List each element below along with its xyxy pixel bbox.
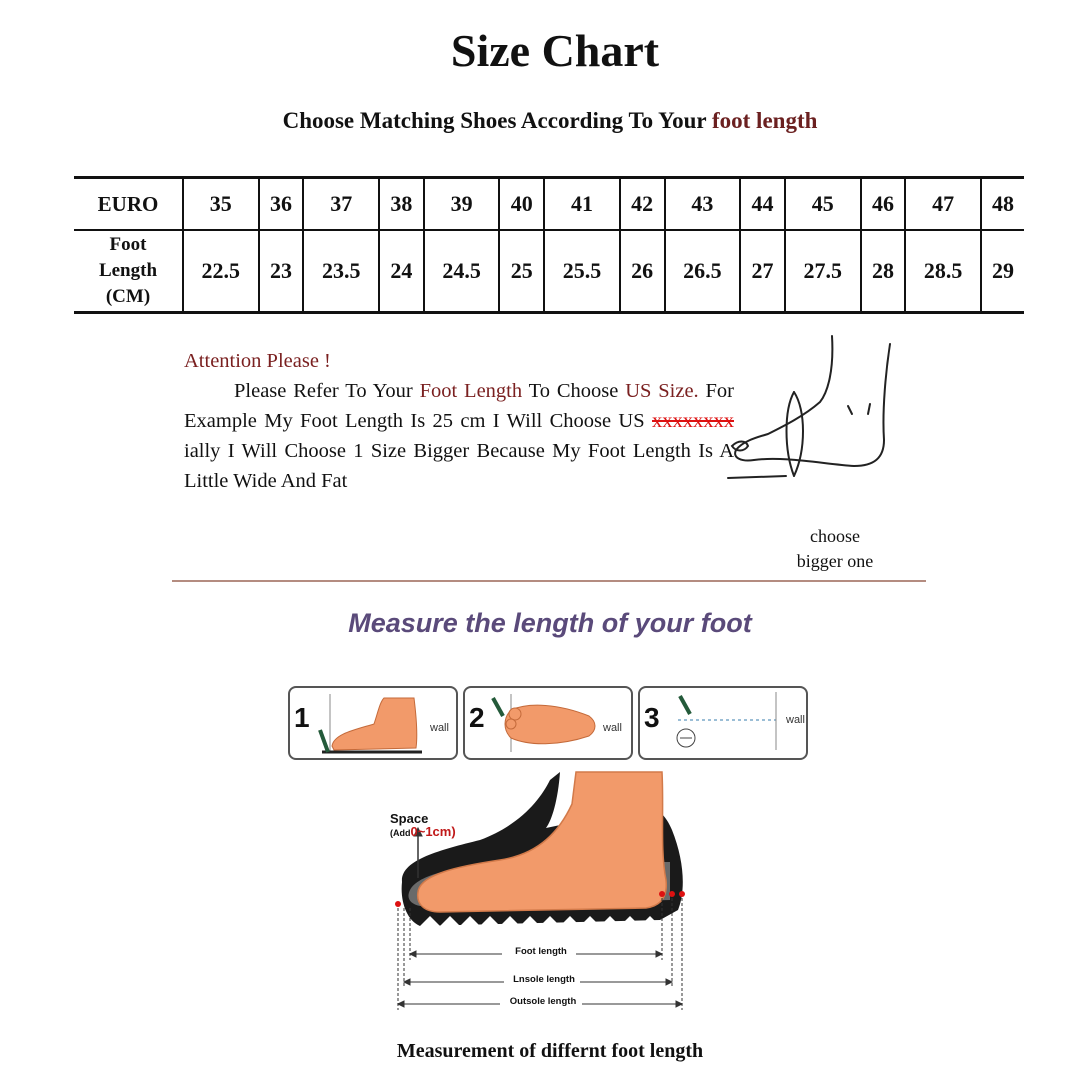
euro-size-cell: 39 — [424, 178, 500, 231]
step-2-foot-illustration — [489, 694, 601, 754]
attention-text-3: ially I Will Choose 1 Size Bigger Because My Foot Length Is A Little Wide And Fat — [184, 440, 734, 492]
foot-length-cell: 26.5 — [665, 230, 741, 313]
attention-strikethrough: xxxxxxxx — [652, 410, 734, 432]
attention-note — [184, 346, 734, 496]
foot-length-cell: 29 — [981, 230, 1024, 313]
foot-length-cell: 25.5 — [544, 230, 620, 313]
foot-length-cell: 23.5 — [303, 230, 379, 313]
foot-length-row — [74, 230, 1024, 313]
space-add-label: (Add — [390, 828, 411, 838]
foot-length-cell: 27 — [740, 230, 785, 313]
foot-length-cell: 28.5 — [905, 230, 981, 313]
insole-length-dimension-label: Lnsole length — [513, 974, 575, 985]
foot-length-dimension-label: Foot length — [515, 946, 567, 957]
euro-size-cell: 40 — [499, 178, 544, 231]
attention-text-1b: To Choose — [528, 380, 619, 402]
choose-line2: bigger one — [796, 551, 874, 571]
foot-length-cell: 23 — [259, 230, 304, 313]
euro-size-cell: 46 — [861, 178, 906, 231]
page-title: Size Chart — [450, 25, 660, 76]
foot-ring-sketch — [724, 330, 904, 490]
euro-size-cell: 38 — [379, 178, 424, 231]
step-1-number: 1 — [294, 702, 310, 733]
attention-text-2: For Example My Foot Length Is 25 cm I Will Choose US — [184, 380, 735, 432]
attention-foot-length: Foot Length — [419, 380, 523, 402]
foot-length-cell: 28 — [861, 230, 906, 313]
subtitle — [0, 108, 1080, 134]
space-label — [390, 812, 456, 840]
euro-row — [74, 178, 1024, 231]
step-3-wall-label: wall — [786, 714, 805, 726]
space-range: 0~1cm) — [410, 824, 456, 839]
foot-length-cell: 26 — [620, 230, 665, 313]
euro-size-cell: 42 — [620, 178, 665, 231]
choose-bigger-note — [780, 524, 890, 574]
step-3-number: 3 — [644, 702, 660, 733]
subtitle-text: Choose Matching Shoes According To Your — [282, 108, 707, 133]
foot-label-line1: Foot — [109, 234, 147, 255]
euro-size-cell: 37 — [303, 178, 379, 231]
euro-size-cell: 48 — [981, 178, 1024, 231]
foot-label-line3: (CM) — [105, 286, 151, 307]
attention-text-1: Please Refer To Your — [234, 380, 413, 402]
euro-size-cell: 41 — [544, 178, 620, 231]
attention-us-size: US Size. — [625, 380, 699, 402]
foot-length-cell: 25 — [499, 230, 544, 313]
measure-heading: Measure the length of your foot — [348, 608, 752, 638]
euro-size-cell: 44 — [740, 178, 785, 231]
step-2-wall-label: wall — [603, 722, 622, 734]
step-1-wall-label: wall — [430, 722, 449, 734]
euro-size-cell: 36 — [259, 178, 304, 231]
diagram-caption: Measurement of differnt foot length — [396, 1040, 704, 1062]
euro-size-cell: 43 — [665, 178, 741, 231]
step-2-panel — [463, 686, 633, 760]
step-2-number: 2 — [469, 702, 485, 733]
foot-length-cell: 27.5 — [785, 230, 861, 313]
step-1-foot-illustration — [314, 694, 424, 754]
step-3-measure-illustration — [664, 692, 784, 754]
foot-length-cell: 24.5 — [424, 230, 500, 313]
outsole-length-dimension-label: Outsole length — [509, 996, 577, 1007]
section-divider — [172, 580, 926, 582]
step-1-panel — [288, 686, 458, 760]
step-3-panel — [638, 686, 808, 760]
foot-length-label — [74, 230, 183, 313]
space-title: Space — [390, 811, 429, 826]
foot-length-cell: 24 — [379, 230, 424, 313]
choose-line1: choose — [810, 526, 860, 546]
euro-size-cell: 45 — [785, 178, 861, 231]
foot-label-line2: Length — [98, 260, 158, 281]
euro-size-cell: 47 — [905, 178, 981, 231]
foot-length-cell: 22.5 — [183, 230, 259, 313]
subtitle-highlight: foot length — [711, 108, 818, 133]
size-table — [74, 176, 1024, 314]
attention-heading: Attention Please ! — [184, 350, 331, 372]
euro-size-cell: 35 — [183, 178, 259, 231]
euro-label: EURO — [74, 178, 183, 231]
